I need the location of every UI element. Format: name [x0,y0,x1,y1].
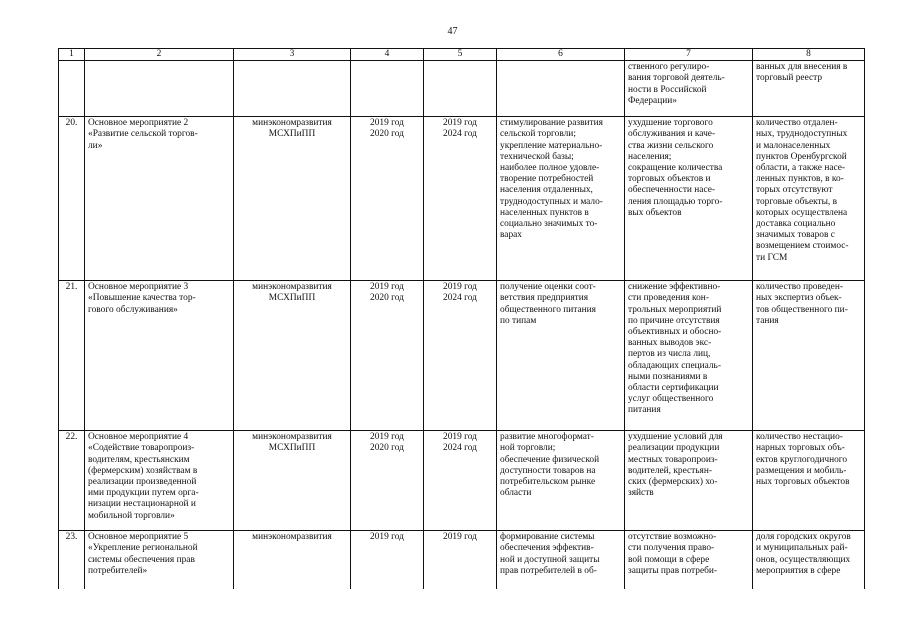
start-year: 2020 год [370,129,404,140]
col-header-5: 5 [424,49,497,61]
end-year: 2019 год [443,432,477,443]
row-number: 23. [59,531,85,589]
start-year: 2020 год [370,443,404,454]
non-implementation-consequences: ухудшение условий для реализации продукции местных товаропроиз- водителей, крестьян- ских (фермерских) хо- зяйств [625,431,753,531]
activity-name: Основное мероприятие 5 «Укрепление региональной системы обеспечения прав потребителей» [85,531,234,589]
indicator-link: количество нестацио- нарных торговых объ- ектов круглогодичного размещения и мобиль- ных торговых объектов [753,431,865,531]
expected-result: стимулирование развития сельской торговли; укрепление материально- технической базы; наиболее полное удовле- творение потребностей населения отдаленных, труднодоступных и мало- населенных пунктов в социально значимых то- варах [497,117,625,281]
expected-result: формирование системы обеспечения эффектив- ной и доступной защиты прав потребителей в об- [497,531,625,589]
expected-result: развитие многоформат- ной торговли; обеспечение физической доступности товаров на потребительском рынке области [497,431,625,531]
end-year: 2019 год [443,532,477,543]
end-year: 2024 год [443,129,477,140]
end-years [424,117,497,281]
executors [234,281,351,431]
end-years [424,281,497,431]
col-header-2: 2 [85,49,234,61]
activity-name: Основное мероприятие 3 «Повышение качества тор- гового обслуживания» [85,281,234,431]
cell-empty [424,61,497,117]
activity-name: Основное мероприятие 2 «Развитие сельской торгов- ли» [85,117,234,281]
cell-empty [351,61,424,117]
page-number: 47 [447,26,458,37]
table-row [59,531,865,589]
continuation-row [59,61,865,117]
row-number: 20. [59,117,85,281]
table-row [59,281,865,431]
col-header-3: 3 [234,49,351,61]
start-year: 2019 год [370,532,404,543]
executor: минэкономразвития [252,118,332,129]
end-years [424,531,497,589]
col-header-4: 4 [351,49,424,61]
activity-name: Основное мероприятие 4 «Содействие товаропроиз- водителям, крестьянским (фермерским) хозяйствам в реализации произведенной ими продукции путем орга- низации нестационарной и мобильной торговли» [85,431,234,531]
non-implementation-consequences: ухудшение торгового обслуживания и каче- ства жизни сельского населения; сокращение количества торговых объектов и обеспеченности насе- ления площадью торго- вых объектов [625,117,753,281]
column-number-row [59,49,865,61]
executor: минэкономразвития [252,432,332,443]
col-header-8: 8 [753,49,865,61]
indicator-link: количество проведен- ных экспертиз объек- тов общественного пи- тания [753,281,865,431]
start-years [351,531,424,589]
cell-empty [85,61,234,117]
table-row [59,117,865,281]
end-year: 2024 год [443,443,477,454]
col-header-7: 7 [625,49,753,61]
executor: МСХПиПП [268,443,316,454]
executors [234,117,351,281]
cell-empty [234,61,351,117]
start-year: 2019 год [370,118,404,129]
indicator-link: доля городских округов и муниципальных рай- онов, осуществляющих мероприятия в сфере [753,531,865,589]
activities-table [58,48,865,589]
table-row [59,431,865,531]
executor: МСХПиПП [268,293,316,304]
cell-empty [497,61,625,117]
start-year: 2019 год [370,432,404,443]
continuation-indicator: ванных для внесения в торговый реестр [753,61,865,117]
executor: МСХПиПП [268,129,316,140]
row-number: 21. [59,281,85,431]
executors [234,431,351,531]
end-years [424,431,497,531]
start-years [351,281,424,431]
col-header-6: 6 [497,49,625,61]
expected-result: получение оценки соот- ветствия предприятия общественного питания по типам [497,281,625,431]
non-implementation-consequences: снижение эффективно- сти проведения кон- трольных мероприятий по причине отсутствия объективных и обосно- ванных выводов экс- пертов из числа лиц, обладающих специаль- ными познаниями в области сертификации услуг общественного питания [625,281,753,431]
col-header-1: 1 [59,49,85,61]
end-year: 2024 год [443,293,477,304]
start-years [351,117,424,281]
cell-empty [59,61,85,117]
non-implementation-consequences: отсутствие возможно- сти получения право- вой помощи в сфере защиты прав потреби- [625,531,753,589]
end-year: 2019 год [443,282,477,293]
indicator-link: количество отдален- ных, труднодоступных и малонаселенных пунктов Оренбургской области, а также насе- ленных пунктов, в ко- торых отсутствуют торговые объекты, в которых осуществлена доставка социально значимых товаров с возмещением стоимос- ти ГСМ [753,117,865,281]
row-number: 22. [59,431,85,531]
start-year: 2020 год [370,293,404,304]
start-year: 2019 год [370,282,404,293]
continuation-consequences: ственного регулиро- вания торговой деятель- ности в Российской Федерации» [625,61,753,117]
executor: минэкономразвития [252,532,332,543]
executor: минэкономразвития [252,282,332,293]
end-year: 2019 год [443,118,477,129]
start-years [351,431,424,531]
executors [234,531,351,589]
